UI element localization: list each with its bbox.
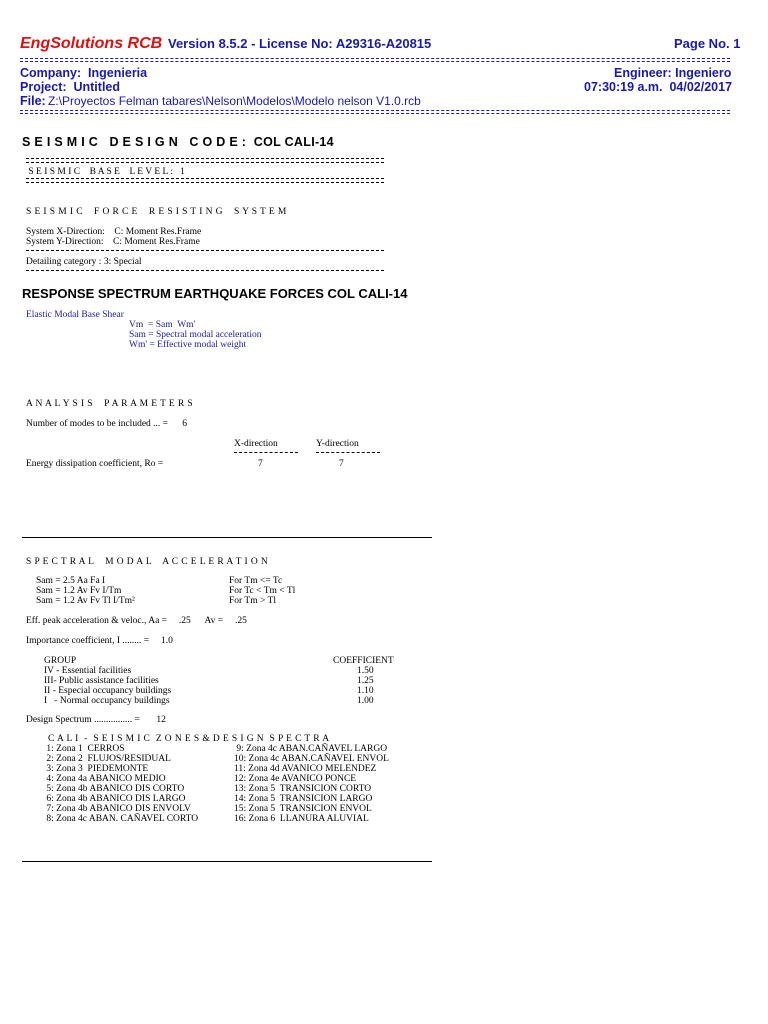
elastic-modal-base-shear: Elastic Modal Base Shear [26,310,124,320]
project-line: Project: Untitled [20,80,121,94]
number-of-modes: Number of modes to be included ... = 6 [26,419,188,429]
sam-condition-2: For Tc < Tm < Tl [229,586,296,596]
ro-label: Energy dissipation coefficient, Ro = [26,459,164,469]
header-rule-top-2 [20,61,730,62]
sam-formula-2: Sam = 1.2 Av Fv I/Tm [36,586,122,596]
detailing-category: Detailing category : 3: Special [26,257,142,267]
zone-item-right: 12: Zona 4e AVANICO PONCE [234,774,357,784]
spectral-modal-acceleration-title: S P E C T R A L M O D A L A C C E L E R A T I O N [26,557,269,567]
section-separator-1 [22,537,432,538]
cali-zones-title: C A L I - S E I S M I C Z O N E S & D E S I G N S P E C T R A [48,734,330,744]
elastic-sam-definition: Sam = Spectral modal acceleration [129,330,262,340]
zone-item-right: 10: Zona 4c ABAN.CAÑAVEL ENVOL [234,754,389,764]
column-y-direction: Y-direction [316,439,359,449]
seismic-base-level: S E I S M I C B A S E L E V E L : 1 [26,167,185,177]
group-row-label: II - Especial occupancy buildings [44,686,172,696]
zone-item-right: 11: Zona 4d AVANICO MELENDEZ [234,764,377,774]
elastic-formula: Vm = Sam Wm' [129,320,196,330]
base-level-rule-bottom [26,178,384,183]
engineer-line: Engineer: Ingeniero [614,66,732,80]
column-x-direction: X-direction [234,439,278,449]
sam-condition-3: For Tm > Tl [229,596,276,606]
base-level-rule-top [26,158,384,163]
file-label: File: [20,94,46,108]
zone-item-left: 3: Zona 3 PIEDEMONTE [44,764,149,774]
zone-item-right: 16: Zona 6 LLANURA ALUVIAL [234,814,369,824]
company-line: Company: Ingenieria [20,66,148,80]
group-column-header: GROUP [44,656,77,666]
datetime-line: 07:30:19 a.m. 04/02/2017 [584,80,733,94]
system-x-direction: System X-Direction: C: Moment Res.Frame [26,227,202,237]
importance-coefficient: Importance coefficient, I ........ = 1.0 [26,636,173,646]
frs-rule-2 [26,270,384,271]
zone-item-right: 14: Zona 5 TRANSICION LARGO [234,794,373,804]
header-rule-bottom-2 [20,113,730,114]
effective-peak-acceleration: Eff. peak acceleration & veloc., Aa = .25 Av = .25 [26,616,247,626]
zone-item-right: 13: Zona 5 TRANSICION CORTO [234,784,372,794]
response-spectrum-title: RESPONSE SPECTRUM EARTHQUAKE FORCES COL CALI-14 [22,286,408,301]
zone-item-left: 2: Zona 2 FLUJOS/RESIDUAL [44,754,171,764]
system-y-direction: System Y-Direction: C: Moment Res.Frame [26,237,200,247]
column-x-underline [234,452,298,453]
header-rule-bottom [20,110,730,111]
zone-item-left: 4: Zona 4a ABANICO MEDIO [44,774,166,784]
zone-item-left: 8: Zona 4c ABAN. CAÑAVEL CORTO [44,814,199,824]
design-spectrum: Design Spectrum ................ = 12 [26,715,166,725]
force-resisting-system-title: S E I S M I C F O R C E R E S I S T I N G S Y S T E M [26,207,287,217]
analysis-parameters-title: A N A L Y S I S P A R A M E T E R S [26,399,194,409]
elastic-wm-definition: Wm' = Effective modal weight [129,340,247,350]
coefficient-column-header: COEFFICIENT [333,656,394,666]
group-row-label: I - Normal occupancy buildings [44,696,170,706]
zone-item-left: 7: Zona 4b ABANICO DIS ENVOLV [44,804,191,814]
sam-formula-3: Sam = 1.2 Av Fv Tl I/Tm² [36,596,135,606]
sam-condition-1: For Tm <= Tc [229,576,283,586]
group-row-coefficient: 1.10 [357,686,374,696]
group-row-coefficient: 1.50 [357,666,374,676]
seismic-design-code-title: S E I S M I C D E S I G N C O D E : COL CALI-14 [22,135,334,149]
brand-title: EngSolutions RCB [20,35,163,52]
group-row-coefficient: 1.25 [357,676,374,686]
ro-y-value: 7 [339,459,344,469]
column-y-underline [316,452,380,453]
sam-formula-1: Sam = 2.5 Aa Fa I [36,576,106,586]
frs-rule-1 [26,250,384,251]
ro-x-value: 7 [258,459,263,469]
zone-item-left: 6: Zona 4b ABANICO DIS LARGO [44,794,186,804]
section-separator-2 [22,861,432,862]
group-row-coefficient: 1.00 [357,696,374,706]
page-number: Page No. 1 [674,36,741,51]
zone-item-right: 9: Zona 4c ABAN.CAÑAVEL LARGO [234,744,388,754]
zone-item-right: 15: Zona 5 TRANSICION ENVOL [234,804,372,814]
header-rule-top [20,58,730,59]
zone-item-left: 1: Zona 1 CERROS [44,744,125,754]
version-license: Version 8.5.2 - License No: A29316-A20815 [168,36,432,51]
file-path: Z:\Proyectos Felman tabares\Nelson\Modelos\Modelo nelson V1.0.rcb [48,94,421,108]
zone-item-left: 5: Zona 4b ABANICO DIS CORTO [44,784,185,794]
group-row-label: IV - Essential facilities [44,666,132,676]
group-row-label: III- Public assistance facilities [44,676,159,686]
